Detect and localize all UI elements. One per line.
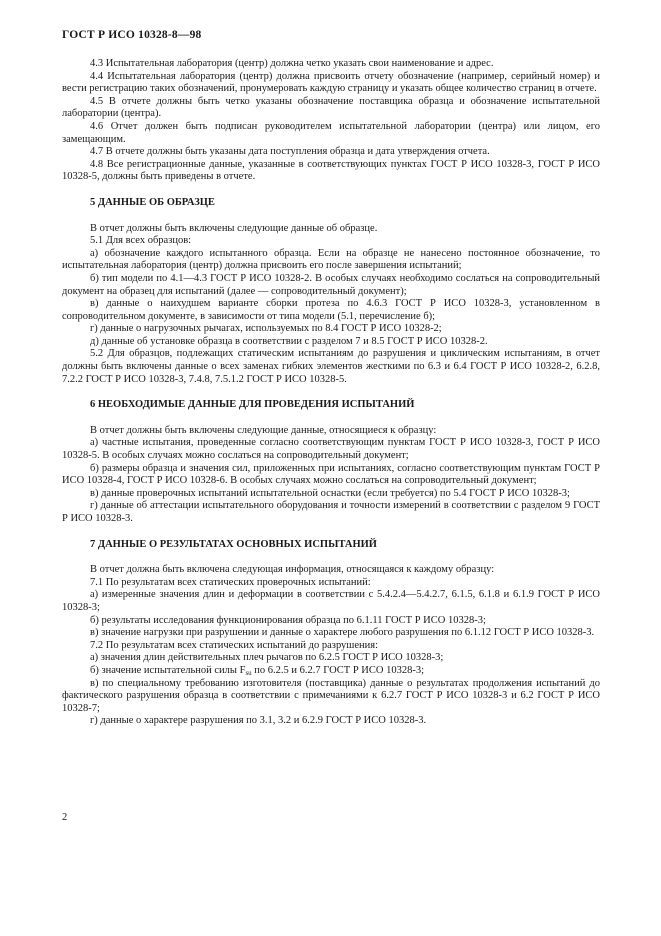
paragraph: В отчет должна быть включена следующая информация, относящаяся к каждому образцу: [90, 564, 495, 576]
paragraph: г) данные о нагрузочных рычагах, используемых по 8.4 ГОСТ Р ИСО 10328-2; [90, 323, 442, 335]
paragraph: 4.6 Отчет должен быть подписан руководителем испытательной лаборатории (центра) или лицом, его замещающим. [62, 120, 600, 145]
paragraph: б) результаты исследования функционирования образца по 6.1.11 ГОСТ Р ИСО 10328-3; [90, 614, 486, 626]
section-heading: 6 НЕОБХОДИМЫЕ ДАННЫЕ ДЛЯ ПРОВЕДЕНИЯ ИСПЫТАНИЙ [90, 399, 415, 411]
paragraph: В отчет должны быть включены следующие данные, относящиеся к образцу: [90, 424, 437, 436]
paragraph: б) значение испытательной силы $F_{su}$ по 6.2.5 и 6.2.7 ГОСТ Р ИСО 10328-3; [90, 664, 425, 677]
page-number: 2 [62, 812, 68, 823]
paragraph: 5.2 Для образцов, подлежащих статическим испытаниям до разрушения и циклическим испытаниям, в отчет должны быть включены данные о всех заменах гибких элементов жесткими по 6.3 и 6.4 ГОСТ Р ИСО 10328-2, 6.2.8, 7.2.2 ГОСТ Р ИСО 10328-3, 7.4.8, 7.5.1.2 ГОСТ Р ИСО 10328-5. [62, 348, 600, 385]
paragraph: в) по специальному требованию изготовителя (поставщика) данные о результатах продолжения испытаний до фактического разрушения образца в соответствии с примечаниями к 6.2.7 ГОСТ Р ИСО 10328-3 и 6.2 ГОСТ Р ИСО 10328-7; [62, 677, 600, 714]
paragraph: д) данные об установке образца в соответствии с разделом 7 и 8.5 ГОСТ Р ИСО 10328-2. [90, 335, 488, 347]
paragraph: 4.3 Испытательная лаборатория (центр) должна четко указать свои наименование и адрес. [90, 58, 494, 69]
paragraph: в) значение нагрузки при разрушении и данные о характере любого разрушения по 6.1.12 ГОСТ Р ИСО 10328-3. [90, 627, 595, 639]
paragraph: б) размеры образца и значения сил, приложенных при испытаниях, согласно соответствующим пунктам ГОСТ Р ИСО 10328-4, ГОСТ Р ИСО 10328-6. В особых случаях можно сослаться на сопроводительный документ; [62, 462, 600, 487]
paragraph: а) значения длин действительных плеч рычагов по 6.2.5 ГОСТ Р ИСО 10328-3; [90, 652, 444, 664]
paragraph: в) данные о наихудшем варианте сборки протеза по 4.6.3 ГОСТ Р ИСО 10328-3, установленном в сопроводительном документе, в зависимости от типа модели (5.1, перечисление б); [62, 298, 600, 322]
document-body [62, 58, 600, 728]
paragraph: б) тип модели по 4.1—4.3 ГОСТ Р ИСО 10328-2. В особых случаях необходимо сослаться на сопроводительный документ на образец для испытаний (далее — сопроводительный документ); [62, 272, 600, 297]
paragraph: В отчет должны быть включены следующие данные об образце. [90, 222, 378, 234]
section-heading: 5 ДАННЫЕ ОБ ОБРАЗЦЕ [90, 196, 215, 208]
paragraph: а) измеренные значения длин и деформации в соответствии с 5.4.2.4—5.4.2.7, 6.1.5, 6.1.8 и 6.1.9 ГОСТ Р ИСО 10328-3; [62, 589, 600, 613]
paragraph: 4.7 В отчете должны быть указаны дата поступления образца и дата утверждения отчета. [90, 146, 490, 158]
paragraph: 7.1 По результатам всех статических проверочных испытаний: [90, 576, 371, 588]
section-heading: 7 ДАННЫЕ О РЕЗУЛЬТАТАХ ОСНОВНЫХ ИСПЫТАНИЙ [90, 538, 377, 550]
paragraph: г) данные о характере разрушения по 3.1, 3.2 и 6.2.9 ГОСТ Р ИСО 10328-3. [90, 715, 427, 727]
paragraph: а) частные испытания, проведенные согласно соответствующим пунктам ГОСТ Р ИСО 10328-3, ГОСТ Р ИСО 10328-5. В особых случаях можно сослаться на сопроводительный документ; [62, 437, 600, 462]
paragraph: а) обозначение каждого испытанного образца. Если на образце не нанесено постоянное обозначение, то испытательная лаборатория (центр) должна присвоить его после завершения испытаний; [62, 247, 600, 272]
paragraph: 5.1 Для всех образцов: [90, 235, 192, 247]
document-header: ГОСТ Р ИСО 10328-8—98 [62, 29, 202, 41]
paragraph: г) данные об аттестации испытательного оборудования и точности измерений в соответствии с разделом 9 ГОСТ Р ИСО 10328-3. [62, 500, 600, 524]
paragraph: 4.5 В отчете должны быть четко указаны обозначение поставщика образца и обозначение испытательной лаборатории (центра). [62, 95, 600, 120]
paragraph: 7.2 По результатам всех статических испытаний до разрушения: [90, 639, 379, 651]
paragraph: в) данные проверочных испытаний испытательной оснастки (если требуется) по 5.4 ГОСТ Р ИСО 10328-3; [90, 487, 570, 499]
paragraph: 4.4 Испытательная лаборатория (центр) должна присвоить отчету обозначение (например, серийный номер) и вести регистрацию таких обозначений, пронумеровать каждую страницу и указать общее количество страниц в отчете. [62, 70, 600, 95]
paragraph: 4.8 Все регистрационные данные, указанные в соответствующих пунктах ГОСТ Р ИСО 10328-3, ГОСТ Р ИСО 10328-5, должны быть приведены в отчете. [62, 158, 600, 183]
